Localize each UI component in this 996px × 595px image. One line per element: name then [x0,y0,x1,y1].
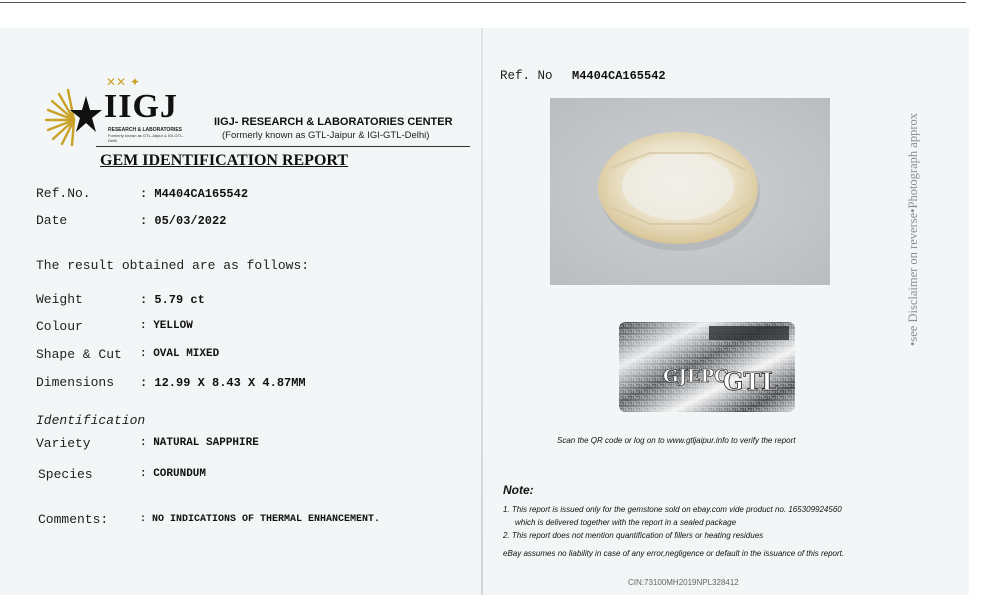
shape-label: Shape & Cut [36,347,122,362]
hologram-left-text: GJEPC [663,366,729,387]
weight-label: Weight [36,292,83,307]
cin-number: CIN:73100MH2019NPL328412 [628,578,739,587]
gemstone-photo [550,98,830,285]
logo-wordmark: IIGJ [104,88,178,125]
date-value: : 05/03/2022 [140,214,227,228]
lab-name: IIGJ- RESEARCH & LABORATORIES CENTER [214,116,453,128]
gemstone-image [550,98,830,285]
logo-small-text: Formerly known as GTL-Jaipur & IGI-GTL-Delhi [108,133,184,143]
comments-value: : NO INDICATIONS OF THERMAL ENHANCEMENT. [140,514,381,525]
card-fold [481,28,483,595]
stars-icon [106,74,186,88]
colour-label: Colour [36,319,83,334]
dimensions-value: : 12.99 X 8.43 X 4.87MM [140,376,306,390]
identification-heading: Identification [36,413,146,428]
right-ref-value: M4404CA165542 [572,69,666,83]
species-label: Species [38,467,93,482]
verify-instructions: Scan the QR code or log on to www.gtljaipur.info to verify the report [557,436,796,445]
note-heading: Note: [503,483,534,497]
right-ref-label: Ref. No [500,69,553,83]
species-value: : CORUNDUM [140,468,207,480]
ref-label: Ref.No. [36,186,91,201]
variety-label: Variety [36,436,91,451]
scan-top-edge [0,2,966,3]
comments-label: Comments: [38,512,109,527]
shape-value: : OVAL MIXED [140,348,220,360]
sunburst-icon [42,86,102,146]
dimensions-label: Dimensions [36,375,115,390]
hologram-right-text: GTL [723,367,779,396]
vertical-disclaimer: •see Disclaimer on reverse•Photograph approx [906,113,920,346]
variety-value: : NATURAL SAPPHIRE [140,437,259,449]
iigj-logo [42,75,192,150]
note-line-2: 2. This report does not mention quantification of fillers or heating residues [503,531,764,540]
logo-subtitle: RESEARCH & LABORATORIES [108,127,182,133]
result-intro: The result obtained are as follows: [36,258,310,273]
hologram-seal [619,322,795,412]
note-line-1b: which is delivered together with the report in a sealed package [515,518,737,527]
ebay-disclaimer: eBay assumes no liability in case of any error,negligence or default in the issuance of this report. [503,549,845,558]
lab-formerly: (Formerly known as GTL-Jaipur & IGI-GTL-Delhi) [222,130,430,141]
weight-value: : 5.79 ct [140,293,205,307]
colour-value: : YELLOW [140,320,193,332]
svg-text:✕✕ ✦: ✕✕ ✦ [106,75,140,88]
gjepc-gtl-hologram [619,322,795,412]
report-title: GEM IDENTIFICATION REPORT [100,152,349,169]
header-divider [96,146,470,147]
date-label: Date [36,213,68,228]
note-line-1a: 1. This report is issued only for the gemstone sold on ebay.com vide product no. 165309924560 [503,505,842,514]
ref-value: : M4404CA165542 [140,187,249,201]
